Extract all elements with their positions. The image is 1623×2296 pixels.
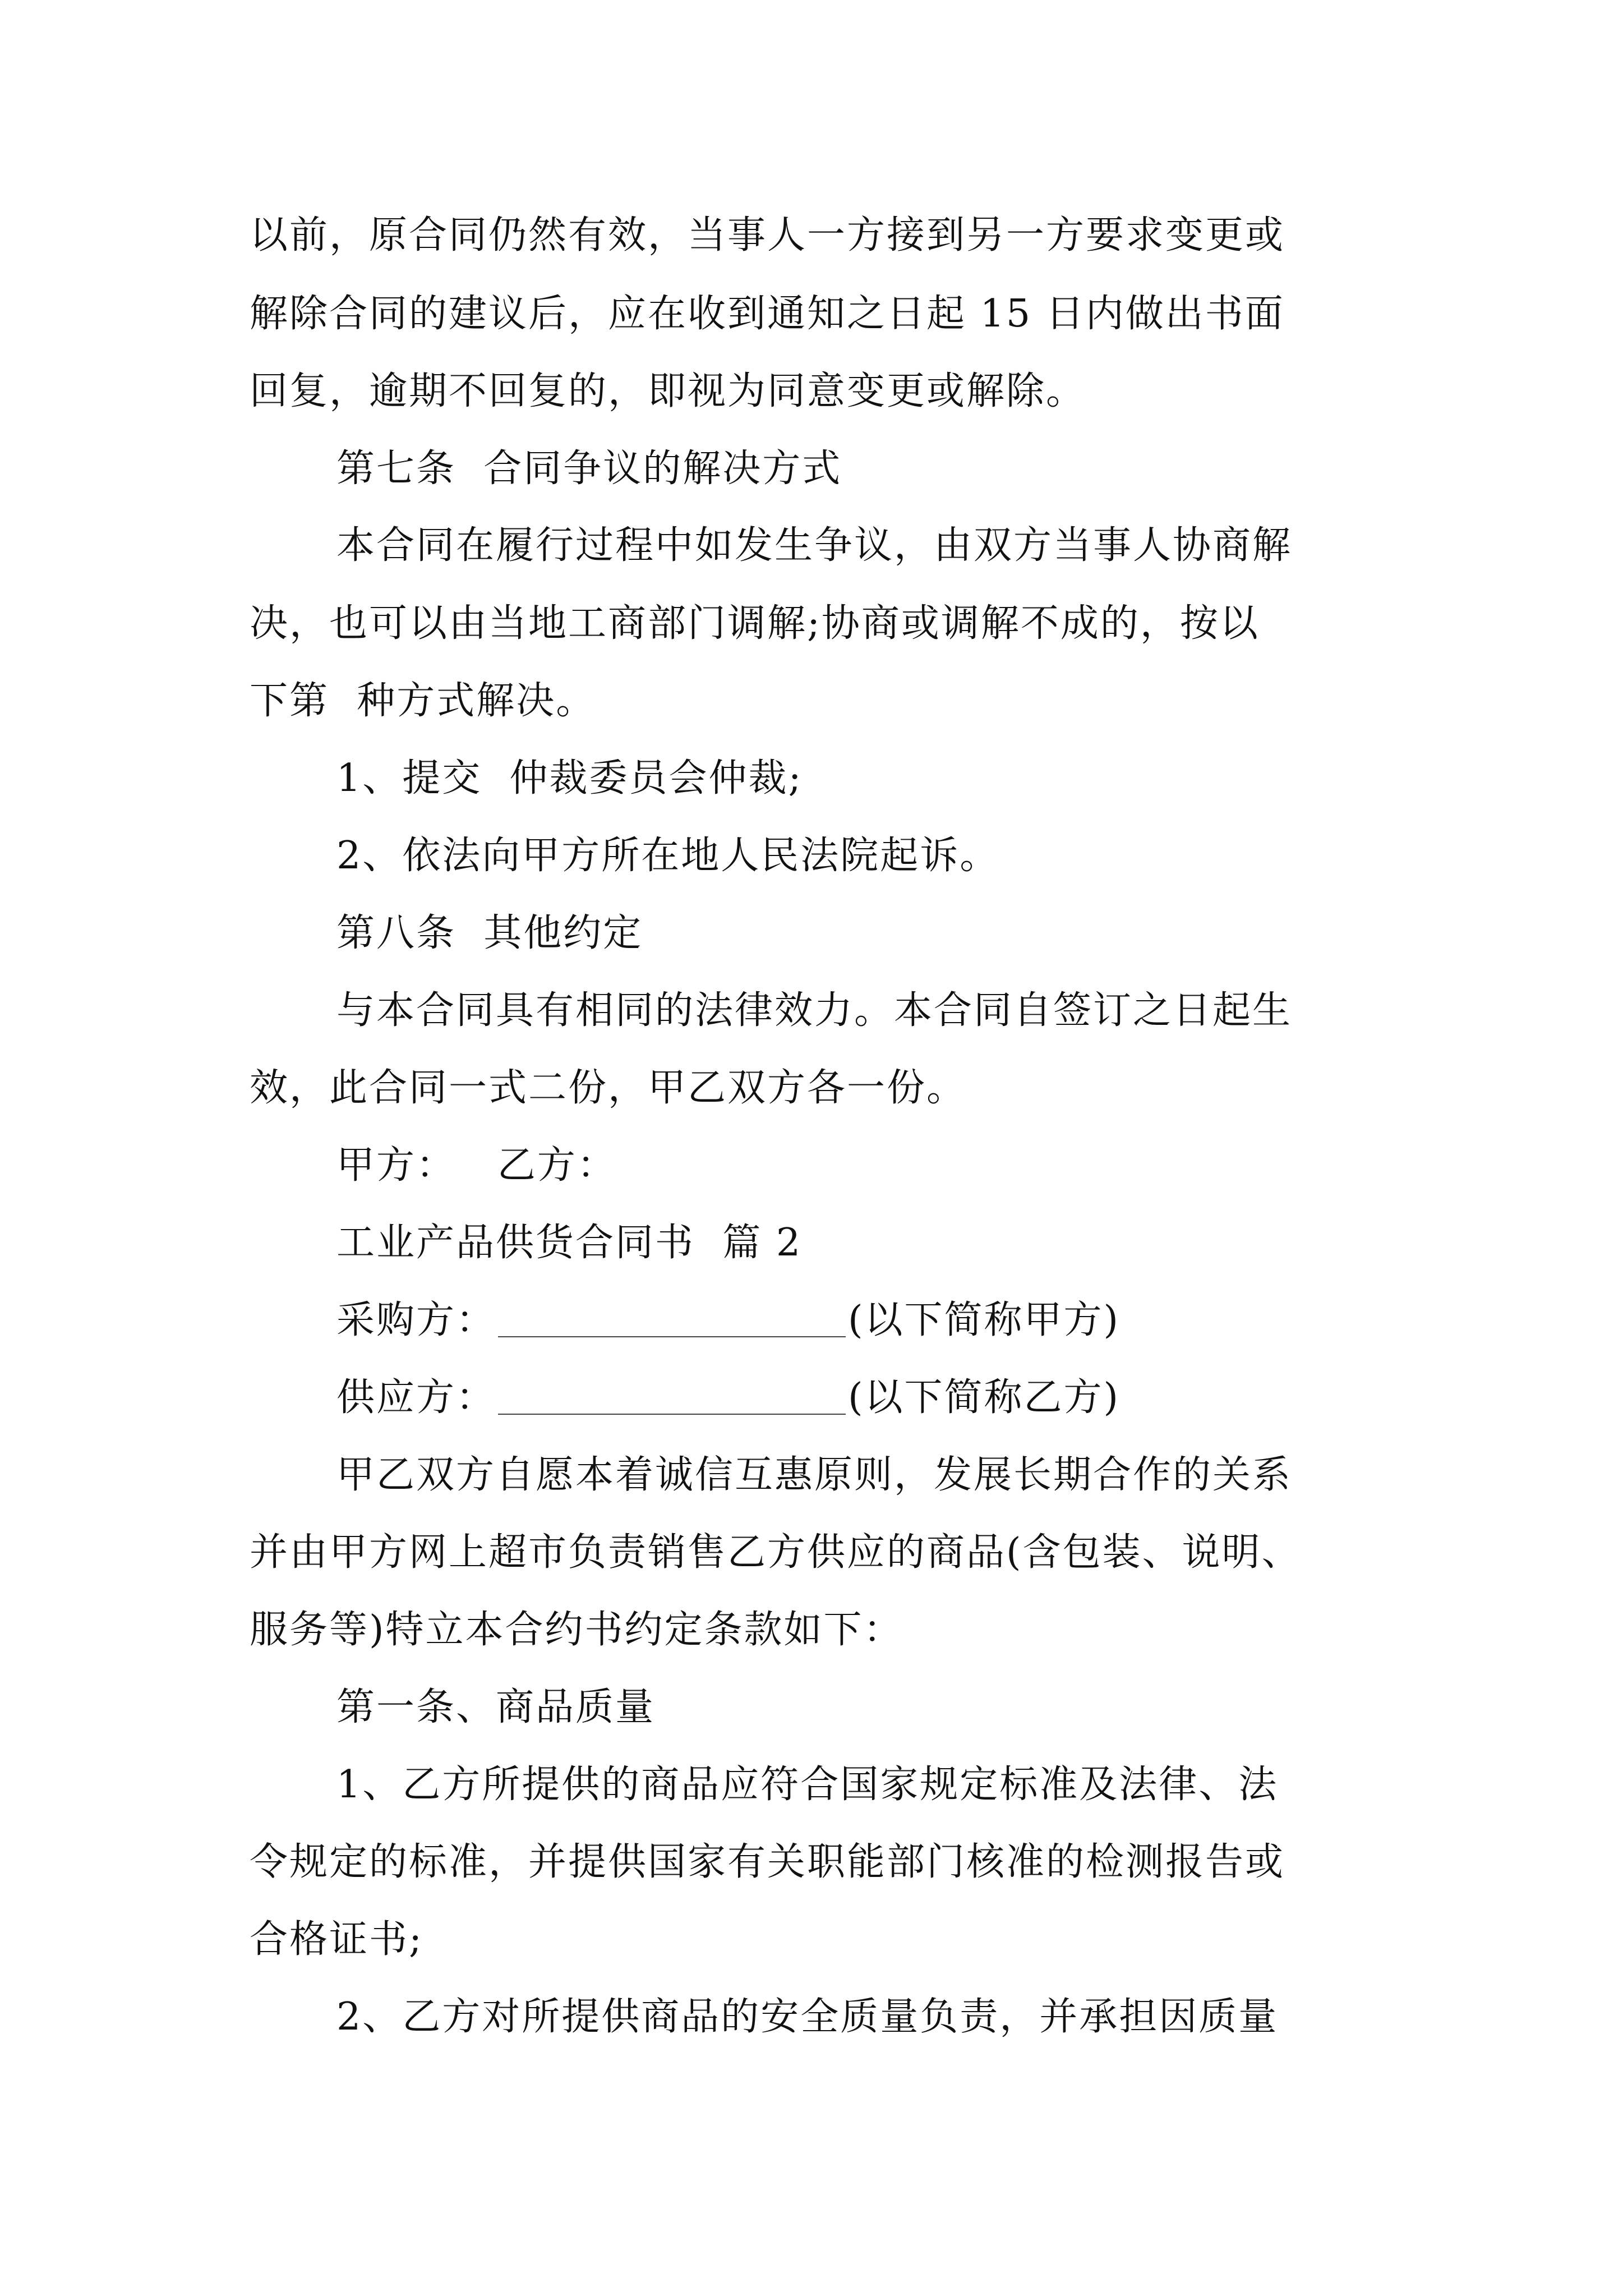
section-heading: 第八条 其他约定 <box>336 911 643 955</box>
purchaser-note: (以下简称甲方) <box>848 1298 1121 1342</box>
paragraph-line: 下第 种方式解决。 <box>250 679 596 723</box>
paragraph-line: 服务等)特立本合约书约定条款如下： <box>250 1608 903 1652</box>
section-heading: 第七条 合同争议的解决方式 <box>336 447 842 491</box>
paragraph-line: 以前，原合同仍然有效，当事人一方接到另一方要求变更或 <box>250 213 1285 257</box>
document-title: 工业产品供货合同书 篇 2 <box>336 1221 803 1265</box>
paragraph-line: 与本合同具有相同的法律效力。本合同自签订之日起生 <box>336 988 1293 1033</box>
paragraph-line: 解除合同的建议后，应在收到通知之日起 15 日内做出书面 <box>250 292 1285 336</box>
purchaser-line <box>336 1298 1120 1343</box>
list-item: 1、乙方所提供的商品应符合国家规定标准及法律、法 <box>336 1763 1279 1807</box>
paragraph-line: 效，此合同一式二份，甲乙双方各一份。 <box>250 1066 967 1110</box>
paragraph-line: 本合同在履行过程中如发生争议，由双方当事人协商解 <box>336 523 1293 568</box>
supplier-note: (以下简称乙方) <box>848 1375 1121 1420</box>
paragraph-line: 令规定的标准，并提供国家有关职能部门核准的检测报告或 <box>250 1840 1285 1884</box>
paragraph-line: 并由甲方网上超市负责销售乙方供应的商品(含包装、说明、 <box>250 1530 1302 1575</box>
supplier-label: 供应方： <box>336 1375 496 1420</box>
purchaser-label: 采购方： <box>336 1298 496 1342</box>
purchaser-blank[interactable] <box>498 1334 846 1337</box>
paragraph-line: 决，也可以由当地工商部门调解;协商或调解不成的，按以 <box>250 601 1260 646</box>
section-heading: 第一条、商品质量 <box>336 1685 656 1729</box>
paragraph-line: 甲乙双方自愿本着诚信互惠原则，发展长期合作的关系 <box>336 1453 1293 1497</box>
list-item: 1、提交 仲裁委员会仲裁; <box>336 756 803 800</box>
paragraph-line: 回复，逾期不回复的，即视为同意变更或解除。 <box>250 369 1086 413</box>
list-item: 2、依法向甲方所在地人民法院起诉。 <box>336 834 1000 878</box>
paragraph-line: 合格证书; <box>250 1917 423 1962</box>
list-item: 2、乙方对所提供商品的安全质量负责，并承担因质量 <box>336 1995 1279 2039</box>
signature-line: 甲方： 乙方： <box>336 1143 617 1188</box>
supplier-blank[interactable] <box>498 1411 846 1415</box>
supplier-line <box>336 1375 1120 1420</box>
